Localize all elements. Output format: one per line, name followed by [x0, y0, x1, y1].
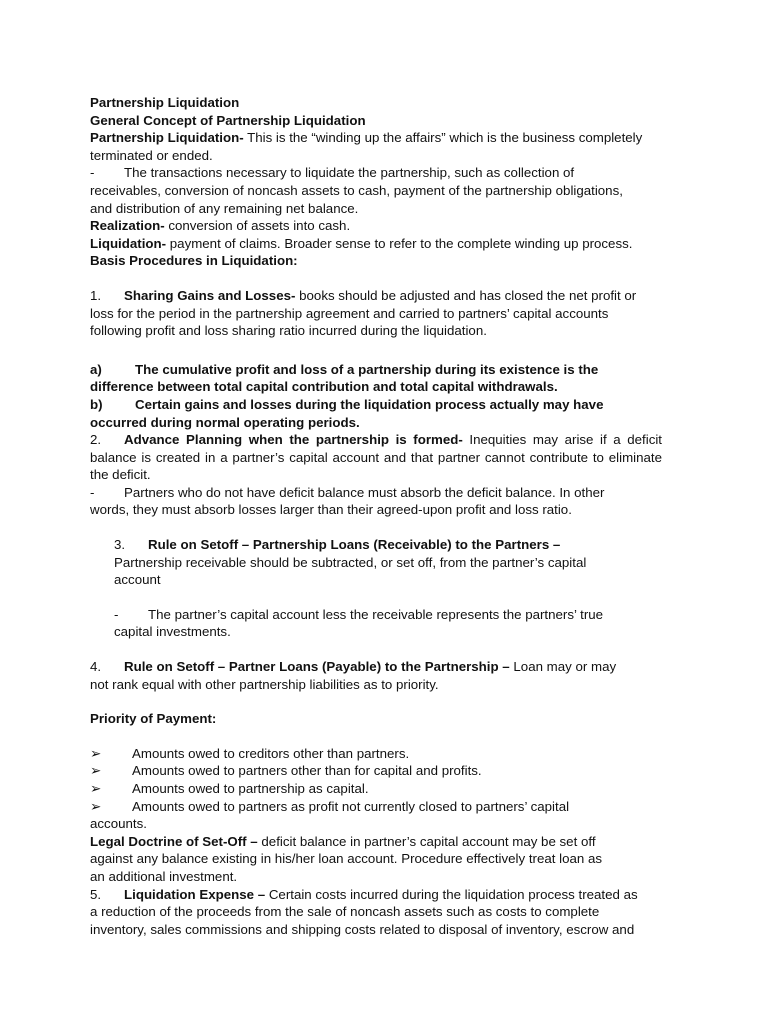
- item3-line2: account: [114, 572, 161, 588]
- item3-line1: Partnership receivable should be subtracted, or set off, from the partner’s capital: [114, 554, 587, 570]
- item5-term: Liquidation Expense –: [124, 886, 266, 902]
- item3-note-line1: The partner’s capital account less the receivable represents the partners’ true: [148, 606, 604, 622]
- item1-text-line1: books should be adjusted and has closed the net profit or: [295, 287, 637, 303]
- item2-advance-planning: [90, 431, 662, 484]
- basis-procedures-heading: Basis Procedures in Liquidation:: [90, 253, 298, 269]
- item3-note-dash: -: [114, 606, 119, 622]
- item4-setoff-payable: [90, 658, 670, 676]
- arrowhead-bullet-icon: ➢: [90, 763, 102, 779]
- item3-note: [114, 606, 670, 624]
- item2-note-dash: -: [90, 484, 95, 500]
- liquidation-term: Liquidation-: [90, 235, 167, 251]
- item5-text-line2: a reduction of the proceeds from the sale of noncash assets such as costs to complete: [90, 904, 600, 920]
- item2-note-line2: words, they must absorb losses larger than their agreed-upon profit and loss ratio.: [90, 502, 572, 518]
- definition-term: Partnership Liquidation-: [90, 130, 244, 146]
- document-page: [90, 94, 670, 938]
- item4-text-line2: not rank equal with other partnership liabilities as to priority.: [90, 676, 439, 692]
- item2-text: Inequities may arise if a deficit balance is created in a partner’s capital account and that partner cannot contribute to eliminate the deficit.: [90, 432, 662, 483]
- item-a-line2: difference between total capital contribution and total capital withdrawals.: [90, 379, 558, 395]
- item5-number: 5.: [90, 886, 102, 902]
- item3-heading: [114, 536, 670, 554]
- item-b: [90, 396, 670, 414]
- transactions-line1: The transactions necessary to liquidate the partnership, such as collection of: [124, 165, 575, 181]
- document-subtitle: General Concept of Partnership Liquidation: [90, 112, 366, 128]
- realization-definition: [90, 217, 670, 235]
- item3-note-line2: capital investments.: [114, 624, 231, 640]
- list-item: [90, 798, 670, 816]
- item4-term: Rule on Setoff – Partner Loans (Payable) to the Partnership –: [124, 659, 510, 675]
- definition-partnership-liquidation: [90, 129, 670, 147]
- transactions-line2: receivables, conversion of noncash assets to cash, payment of the partnership obligations,: [90, 182, 623, 198]
- priority-heading: Priority of Payment:: [90, 711, 217, 727]
- definition-text-line2: terminated or ended.: [90, 147, 213, 163]
- item2-term: Advance Planning when the partnership is formed-: [124, 432, 463, 448]
- legal-doctrine-text-line3: an additional investment.: [90, 868, 238, 884]
- item-a: [90, 361, 670, 379]
- item2-note-line1: Partners who do not have deficit balance must absorb the deficit balance. In other: [124, 484, 605, 500]
- item5-text-line1: Certain costs incurred during the liquidation process treated as: [265, 886, 638, 902]
- item3-term: Rule on Setoff – Partnership Loans (Receivable) to the Partners –: [148, 537, 561, 553]
- item2-number: 2.: [90, 432, 102, 448]
- item3-setoff-receivable: [90, 536, 670, 641]
- arrowhead-bullet-icon: ➢: [90, 798, 102, 814]
- priority-item-text: Amounts owed to partners other than for capital and profits.: [132, 763, 482, 779]
- priority-item-text: Amounts owed to creditors other than partners.: [132, 745, 410, 761]
- liquidation-definition: [90, 235, 670, 253]
- item-b-line2: occurred during normal operating periods.: [90, 414, 360, 430]
- item-a-line1: The cumulative profit and loss of a partnership during its existence is the: [135, 361, 599, 377]
- item1-text-line2: loss for the period in the partnership agreement and carried to partners’ capital accounts: [90, 305, 609, 321]
- item3-number: 3.: [114, 537, 126, 553]
- item1-text-line3: following profit and loss sharing ratio incurred during the liquidation.: [90, 323, 487, 339]
- item4-number: 4.: [90, 659, 102, 675]
- arrowhead-bullet-icon: ➢: [90, 745, 102, 761]
- priority-item-continuation: accounts.: [90, 816, 147, 832]
- list-item: [90, 762, 670, 780]
- legal-doctrine-text-line2: against any balance existing in his/her loan account. Procedure effectively treat loan as: [90, 851, 602, 867]
- item-b-line1: Certain gains and losses during the liquidation process actually may have: [135, 396, 604, 412]
- liquidation-text: payment of claims. Broader sense to refer to the complete winding up process.: [166, 235, 633, 251]
- legal-doctrine-setoff: [90, 833, 670, 851]
- arrowhead-bullet-icon: ➢: [90, 781, 102, 796]
- transactions-line3: and distribution of any remaining net balance.: [90, 200, 359, 216]
- item-b-label: b): [90, 396, 103, 412]
- item2-note: [90, 484, 670, 502]
- list-item: [90, 780, 670, 798]
- item5-text-line3: inventory, sales commissions and shipping costs related to disposal of inventory, escrow and: [90, 921, 635, 937]
- priority-list: [90, 745, 670, 833]
- document-title: Partnership Liquidation: [90, 95, 240, 110]
- item1-number: 1.: [90, 287, 102, 303]
- priority-item-text: Amounts owed to partnership as capital.: [132, 781, 369, 796]
- priority-item-text: Amounts owed to partners as profit not currently closed to partners’ capital: [132, 798, 570, 814]
- item1-term: Sharing Gains and Losses-: [124, 287, 296, 303]
- definition-text-line1: This is the “winding up the affairs” which is the business completely: [243, 130, 643, 146]
- item4-text-line1: Loan may or may: [509, 659, 617, 675]
- item-a-label: a): [90, 361, 102, 377]
- transactions-dash: -: [90, 165, 95, 181]
- realization-text: conversion of assets into cash.: [164, 218, 351, 234]
- item1-sharing-gains-losses: [90, 287, 670, 305]
- transactions-paragraph: [90, 164, 670, 182]
- realization-term: Realization-: [90, 218, 165, 234]
- list-item: [90, 745, 670, 763]
- legal-doctrine-text-line1: deficit balance in partner’s capital account may be set off: [257, 833, 596, 849]
- item5-liquidation-expense: [90, 886, 670, 904]
- legal-doctrine-term: Legal Doctrine of Set-Off –: [90, 833, 258, 849]
